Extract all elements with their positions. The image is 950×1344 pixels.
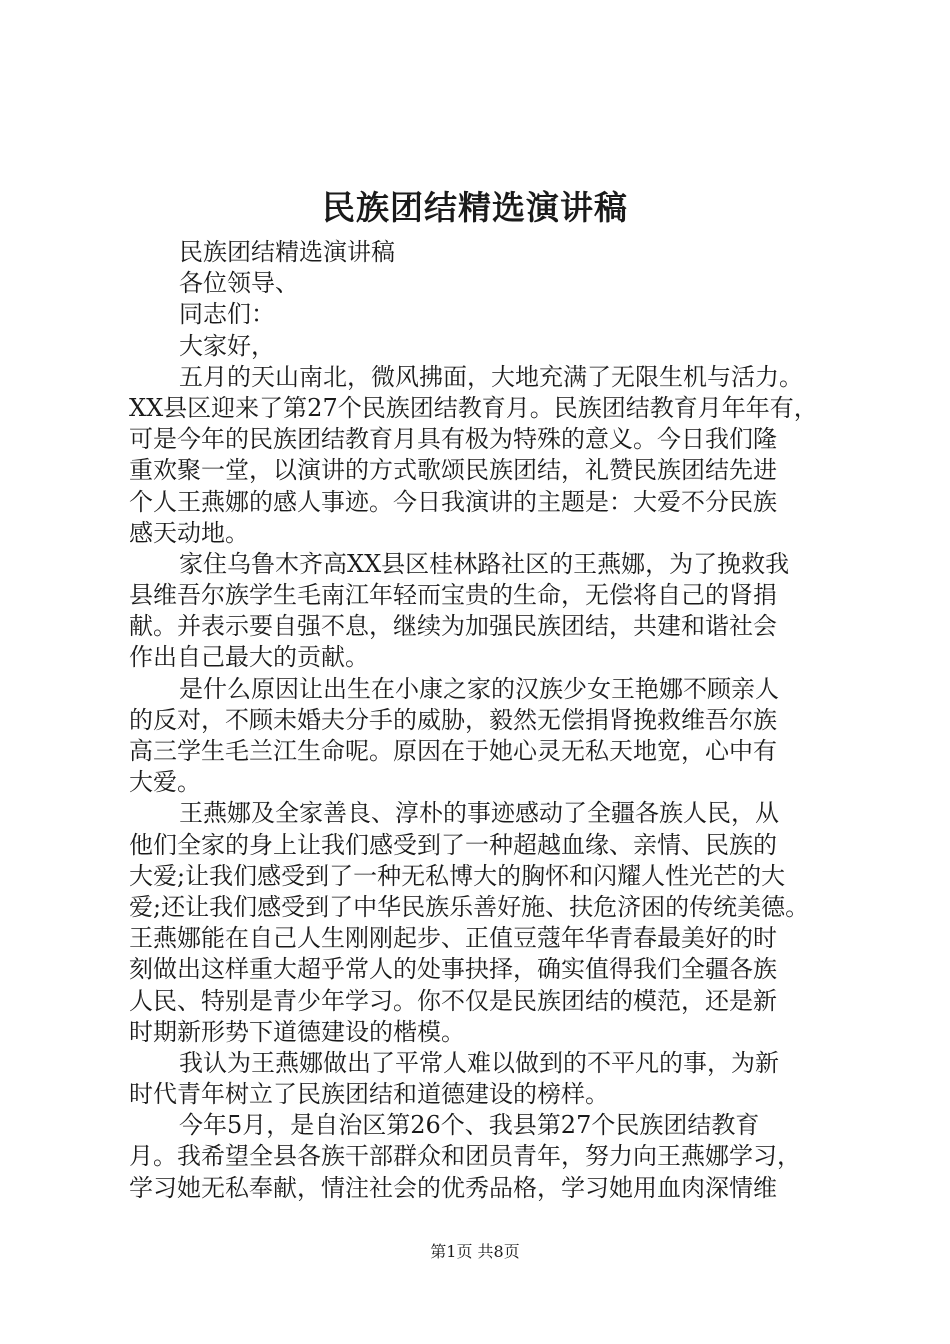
body-line: 献。并表示要自强不息，继续为加强民族团结，共建和谐社会: [129, 612, 777, 641]
body-line: 他们全家的身上让我们感受到了一种超越血缘、亲情、民族的: [129, 830, 777, 859]
document-title: 民族团结精选演讲稿: [322, 188, 628, 227]
body-line: 月。我希望全县各族干部群众和团员青年，努力向王燕娜学习，: [129, 1142, 801, 1171]
body-line: 刻做出这样重大超乎常人的处事抉择，确实值得我们全疆各族: [129, 955, 777, 984]
body-line: 今年5月，是自治区第26个、我县第27个民族团结教育: [179, 1111, 760, 1140]
body-line: 大家好，: [179, 331, 275, 360]
body-line: 人民、特别是青少年学习。你不仅是民族团结的模范，还是新: [129, 986, 777, 1015]
document-body: [129, 237, 841, 1204]
body-line: 王燕娜能在自己人生刚刚起步、正值豆蔻年华青春最美好的时: [129, 924, 777, 953]
body-line: 作出自己最大的贡献。: [129, 643, 369, 672]
body-line: 大爱;让我们感受到了一种无私博大的胸怀和闪耀人性光芒的大: [129, 861, 786, 890]
body-line: XX县区迎来了第27个民族团结教育月。民族团结教育月年年有，: [129, 393, 818, 422]
body-line: 王燕娜及全家善良、淳朴的事迹感动了全疆各族人民，从: [179, 799, 779, 828]
body-line: 的反对，不顾未婚夫分手的威胁，毅然无偿捐肾挽救维吾尔族: [129, 705, 777, 734]
body-line: 重欢聚一堂，以演讲的方式歌颂民族团结，礼赞民族团结先进: [129, 456, 777, 485]
body-line: 感天动地。: [129, 518, 249, 547]
body-line: 可是今年的民族团结教育月具有极为特殊的意义。今日我们隆: [129, 425, 777, 454]
body-line: 同志们：: [179, 300, 275, 329]
body-line: 大爱。: [129, 768, 201, 797]
body-line: 是什么原因让出生在小康之家的汉族少女王艳娜不顾亲人: [179, 674, 779, 703]
body-line: 各位领导、: [179, 269, 299, 298]
body-line: 我认为王燕娜做出了平常人难以做到的不平凡的事，为新: [179, 1048, 779, 1077]
body-line: 时期新形势下道德建设的楷模。: [129, 1017, 465, 1046]
body-line: 时代青年树立了民族团结和道德建设的榜样。: [129, 1080, 609, 1109]
body-line: 高三学生毛兰江生命呢。原因在于她心灵无私天地宽，心中有: [129, 737, 777, 765]
page-number-footer: 第1页 共8页: [430, 1242, 520, 1261]
body-line: 爱;还让我们感受到了中华民族乐善好施、扶危济困的传统美德。: [129, 892, 810, 921]
body-line: 民族团结精选演讲稿: [179, 238, 395, 266]
body-line: 学习她无私奉献，情注社会的优秀品格，学习她用血肉深情维: [129, 1173, 777, 1202]
body-line: 个人王燕娜的感人事迹。今日我演讲的主题是：大爱不分民族: [129, 487, 777, 516]
body-line: 家住乌鲁木齐高XX县区桂林路社区的王燕娜，为了挽救我: [179, 549, 790, 578]
body-line: 县维吾尔族学生毛南江年轻而宝贵的生命，无偿将自己的肾捐: [129, 581, 777, 610]
body-line: 五月的天山南北，微风拂面，大地充满了无限生机与活力。: [179, 362, 803, 391]
